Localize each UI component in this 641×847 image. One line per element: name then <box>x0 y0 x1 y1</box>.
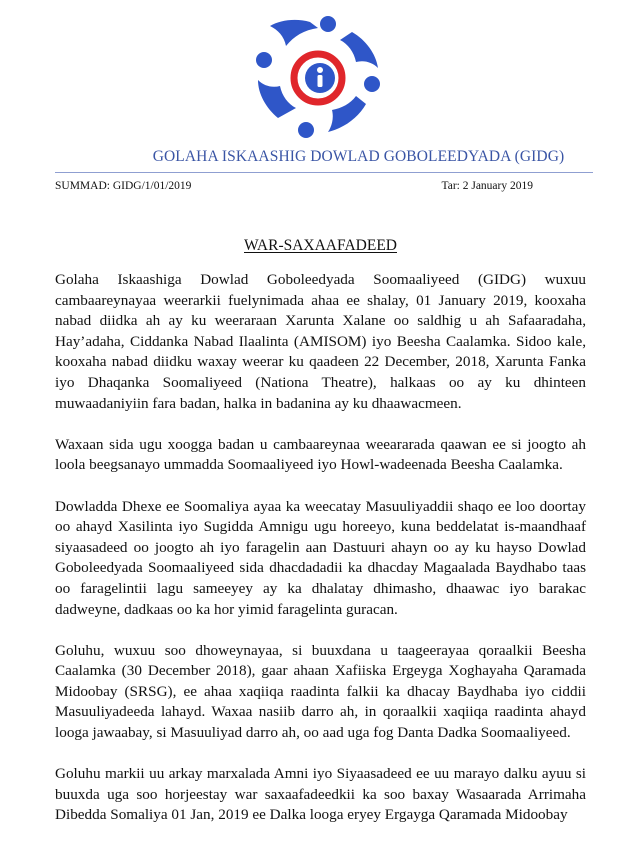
paragraph-3: Dowladda Dhexe ee Soomaliya ayaa ka weecatay Masuuliyaddii shaqo ee loo doortay oo ahayd Xasilinta iyo Sugidda Amnigu ugu horeeyo, kuna beddelatat is-maandhaaf siyaasadeed oo joogto ah iyo faragelin aan Dastuuri ahayn oo ay ku hayso Dowlad Goboleedyada Soomaaliyeed sida dhacdadadii ka dhacday Magaalada Baydhabo taas oo faragelintii lagu sameeyey ay ka dhalatay dhimasho, dhaawac iyo barakac dadweyne, dadkaas oo ka hor yimid faragelinta guracan. <box>55 497 586 618</box>
paragraph-1: Golaha Iskaashiga Dowlad Goboleedyada Soomaaliyeed (GIDG) wuxuu cambaareynayaa weerarkii fuelynimada ahaa ee shalay, 01 January 2019, kooxaha nabad diidka ah ay ku weeraraan Xarunta Xalane oo saldhig u ah Safaaradaha, Hay’adaha, Ciddanka Nabad Ilaalinta (AMISOM) iyo Beesha Caalamka. Sidoo kale, kooxaha nabad diidku waxay weerar ku qaadeen 22 December, 2018, Xarunta Fanka iyo Dhaqanka Soomaliyeed (Nationa Theatre), halkaas oo ay ku dhinteen muwaadaniyiin fara badan, halka in badanina ay ku dhaawacmeen. <box>55 271 586 412</box>
gidg-logo-icon <box>248 14 388 138</box>
header-divider <box>55 172 593 173</box>
paragraph-4: Goluhu, wuxuu soo dhoweynayaa, si buuxdana u taageerayaa qoraalkii Beesha Caalamka (30 December 2018), gaar ahaan Xafiiska Ergeyga Xoghayaha Qaramada Midoobay (SRSG), ee ahaa xaqiiqa raadinta falkii ka dhacay Baydhaba iyo ciddii Masuuliyadeeda lahayd. Waxaa nasiib darro ah, in qoraalkii xaqiiqa raadinta ahayd looga jawaabay, si Masuuliyad darro ah, oo aad uga fog Danta Dadka Soomaaliyeed. <box>55 641 586 742</box>
document-date: Tar: 2 January 2019 <box>441 180 533 192</box>
document-title: WAR-SAXAAFADEED <box>244 237 397 254</box>
paragraph-2: Waxaan sida ugu xoogga badan u cambaareynaa weeararada qaawan ee si joogto ah loola beegsanayo ummadda Soomaaliyeed iyo Howl-wadeenada Beesha Caalamka. <box>55 435 586 474</box>
reference-number: SUMMAD: GIDG/1/01/2019 <box>55 180 192 192</box>
paragraph-5: Goluhu markii uu arkay marxalada Amni iyo Siyaasadeed ee uu marayo dalku ayuu si buuxda uga soo horjeestay war saxaafadeedkii ka soo baxay Wasaarada Arrimaha Dibedda Somaliya 01 Jan, 2019 ee Dalka looga eryey Ergayga Qaramada Midoobay <box>55 765 586 824</box>
document-body <box>55 270 586 847</box>
organization-name: GOLAHA ISKAASHIG DOWLAD GOBOLEEDYADA (GIDG) <box>152 148 565 165</box>
